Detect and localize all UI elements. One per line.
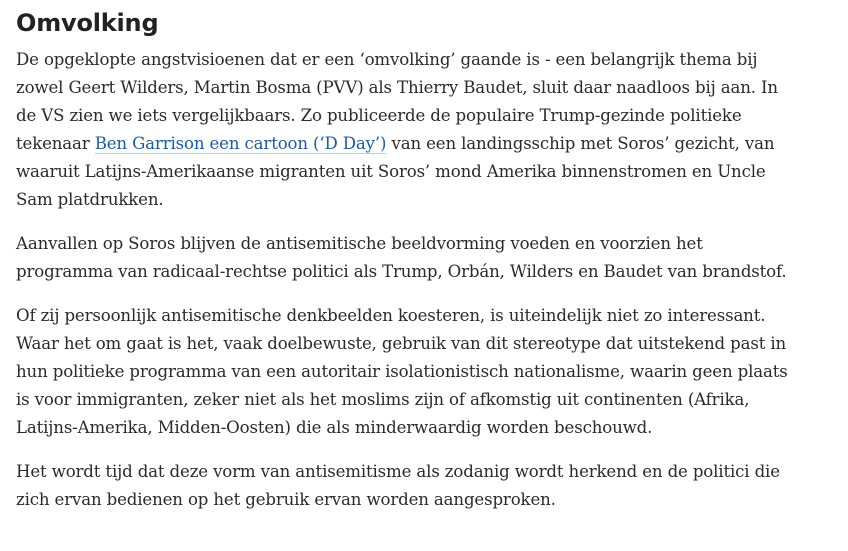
text-line: programma van radicaal-rechtse politici als Trump, Orbán, Wilders en Baudet van brandstof. xyxy=(16,262,787,281)
text-line-with-link xyxy=(16,130,842,158)
text-line: Of zij persoonlijk antisemitische denkbeelden koesteren, is uiteindelijk niet zo interessant. xyxy=(16,306,766,325)
text-line: Aanvallen op Soros blijven de antisemitische beeldvorming voeden en voorzien het xyxy=(16,234,703,253)
article-body xyxy=(16,6,842,530)
cartoon-link[interactable]: Ben Garrison een cartoon (‘D Day’) xyxy=(94,134,387,153)
text-line: Het wordt tijd dat deze vorm van antisemitisme als zodanig wordt herkend en de politici die xyxy=(16,462,780,481)
paragraph-conclusie xyxy=(16,458,842,514)
paragraph-omvolking xyxy=(16,46,842,214)
text-line: zich ervan bedienen op het gebruik ervan worden aangesproken. xyxy=(16,490,556,509)
text-line: is voor immigranten, zeker niet als het moslims zijn of afkomstig uit continenten (Afrika, xyxy=(16,390,750,409)
paragraph-denkbeelden xyxy=(16,302,842,442)
text-line: Waar het om gaat is het, vaak doelbewuste, gebruik van dit stereotype dat uitstekend past in xyxy=(16,334,787,353)
paragraph-aanvallen xyxy=(16,230,842,286)
text-line: de VS zien we iets vergelijkbaars. Zo publiceerde de populaire Trump-gezinde politieke xyxy=(16,106,742,125)
text-line: zowel Geert Wilders, Martin Bosma (PVV) als Thierry Baudet, sluit daar naadloos bij aan. In xyxy=(16,78,778,97)
text-line: De opgeklopte angstvisioenen dat er een ‘omvolking’ gaande is - een belangrijk thema bij xyxy=(16,50,758,69)
text-line: hun politieke programma van een autoritair isolationistisch nationalisme, waarin geen plaats xyxy=(16,362,788,381)
section-heading: Omvolking xyxy=(16,9,159,37)
text-line: Sam platdrukken. xyxy=(16,190,164,209)
text-line: Latijns-Amerika, Midden-Oosten) die als minderwaardig worden beschouwd. xyxy=(16,418,653,437)
text-after-link: van een landingsschip met Soros’ gezicht, van xyxy=(386,134,775,153)
text-line: waaruit Latijns-Amerikaanse migranten uit Soros’ mond Amerika binnenstromen en Uncle xyxy=(16,162,766,181)
text-before-link: tekenaar xyxy=(16,134,95,153)
